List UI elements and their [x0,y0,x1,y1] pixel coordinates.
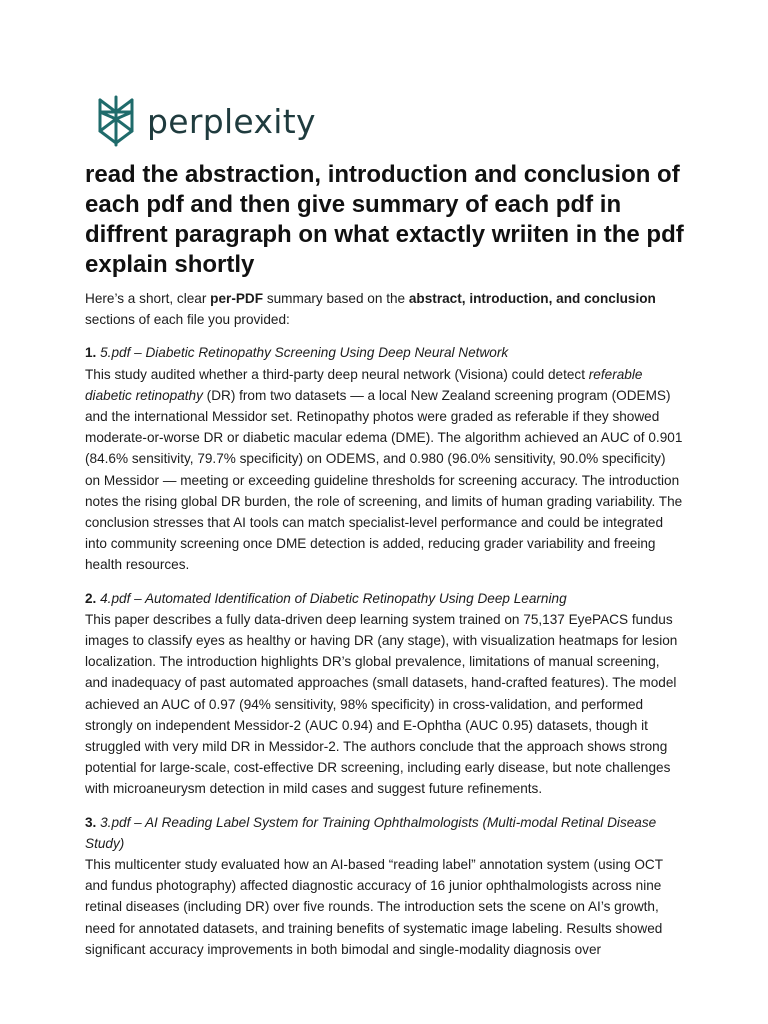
summary-section-1 [85,342,683,575]
page-title: read the abstraction, introduction and conclusion of each pdf and then give summary of each pdf in diffrent paragraph on what extactly wriiten in the pdf explain shortly [85,161,684,278]
section-title: 4.pdf – Automated Identification of Diabetic Retinopathy Using Deep Learning [100,590,567,606]
logo-wordmark: perplexity [147,101,316,141]
intro-bold-per-pdf: per-PDF [210,291,264,306]
intro-paragraph [85,288,683,330]
section-heading [85,812,683,854]
section-heading [85,342,683,363]
intro-middle: summary based on the [263,291,409,306]
section-body-part: (DR) from two datasets — a local New Zealand screening program (ODEMS) and the international Messidor set. Retinopathy photos were graded as referable if they showed moderate-or-worse DR or diabetic macular edema (DME). The algorithm achieved an AUC of 0.901 (84.6% sensitivity, 79.7% specificity) on ODEMS, and 0.980 (96.0% sensitivity, 90.0% specificity) on Messidor — meeting or exceeding guideline thresholds for screening accuracy. The introduction notes the rising global DR burden, the role of screening, and limits of human grading variability. The conclusion stresses that AI tools can match specialist-level performance and could be integrated into community screening once DME detection is added, reducing grader variability and freeing health resources. [85,387,683,573]
section-body-italic: referable diabetic retinopathy [85,366,643,403]
intro-bold-sections: abstract, introduction, and conclusion [408,291,656,306]
summary-section-2 [85,588,683,800]
section-number: 3. [85,814,97,830]
intro-suffix: sections of each file you provided: [85,312,290,328]
section-body: This paper describes a fully data-driven deep learning system trained on 75,137 EyePACS fundus images to classify eyes as healthy or having DR (any stage), with visualization heatmaps for lesion localization. The introduction highlights DR’s global prevalence, limitations of manual screening, and inadequacy of past automated approaches (small datasets, hand-crafted features). The model achieved an AUC of 0.97 (94% sensitivity, 98% specificity) in cross-validation, and performed strongly on independent Messidor-2 (AUC 0.94) and E-Ophtha (AUC 0.95) datasets, though it struggled with very mild DR in Messidor-2. The authors conclude that the approach shows strong potential for large-scale, cost-effective DR screening, including early disease, but note challenges with microaneurysm detection in mild cases and suggest future refinements. [85,611,678,797]
answer-body [85,288,683,972]
section-body [85,364,683,576]
section-title: 5.pdf – Diabetic Retinopathy Screening Using Deep Neural Network [100,345,509,361]
perplexity-logo-icon [95,95,137,147]
summary-section-3 [85,812,683,960]
section-title: 3.pdf – AI Reading Label System for Training Ophthalmologists (Multi-modal Retinal Disease Study) [85,814,657,851]
perplexity-logo [95,95,316,147]
intro-prefix: Here’s a short, clear [85,291,211,306]
section-number: 1. [85,345,97,361]
section-body-part: This study audited whether a third-party deep neural network (Visiona) could detect [85,366,589,382]
section-body: This multicenter study evaluated how an AI-based “reading label” annotation system (using OCT and fundus photography) affected diagnostic accuracy of 16 junior ophthalmologists across nine retinal diseases (including DR) over five rounds. The introduction sets the scene on AI’s growth, need for annotated datasets, and training benefits of systematic image labeling. Results showed significant accuracy improvements in both bimodal and single-modality diagnosis over [85,857,663,957]
section-number: 2. [85,590,97,606]
section-heading [85,588,683,609]
